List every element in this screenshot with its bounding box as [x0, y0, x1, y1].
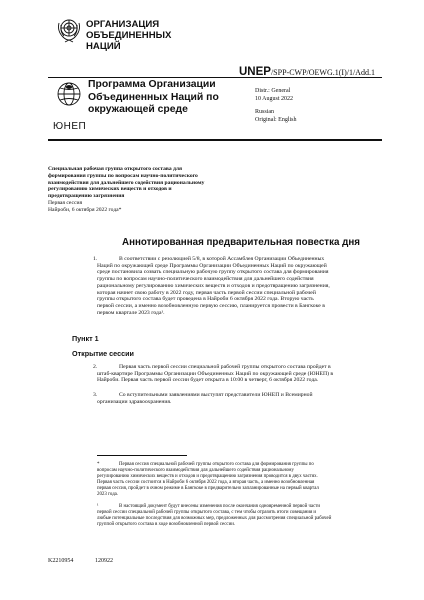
- footnote-line: первой сессии специальной рабочей группы открытого состава, с тем чтобы отразить итоги совещания и: [97, 510, 317, 516]
- meeting-line: взаимодействия для дальнейшего содействия рациональному: [48, 179, 205, 186]
- paragraph-number: 3.: [93, 392, 98, 398]
- footnote-mark: ¹: [97, 504, 99, 509]
- footnote-line: В настоящий документ будут внесены изменения после окончания одновременной первой части: [119, 504, 320, 509]
- footnote-1: [97, 462, 383, 499]
- unep-name-line: Объединенных Наций по: [88, 91, 219, 103]
- footnote-line: регулированию химических веществ и отходов и предотвращению загрязнения проводится в двух частях.: [97, 474, 318, 480]
- header-rule-bottom: [48, 139, 382, 141]
- paragraph-line: среде постановила созвать специальную рабочую группу открытого состава для формирования: [97, 269, 329, 276]
- paragraph-number: 2.: [93, 364, 98, 370]
- unep-emblem-icon: [52, 80, 86, 112]
- print-date: 120922: [95, 558, 113, 564]
- symbol-prefix: UNEP: [239, 66, 271, 78]
- paragraph-line: Найроби. Первая часть первой сессии будет открыта в 10:00 в четверг, 6 октября 2022 года.: [97, 377, 319, 384]
- footnote-mark: *: [97, 462, 100, 467]
- distribution-block: [255, 88, 297, 124]
- un-name-line: НАЦИЙ: [86, 41, 121, 52]
- un-name-line: ОБЪЕДИНЕННЫХ: [86, 30, 172, 41]
- paragraph-line: группы открытого состава будет проведена в Найроби 6 октября 2022 года. Вторую часть: [97, 296, 314, 303]
- header-rule-top: [48, 77, 382, 78]
- paragraph-line: В соответствии с резолюцией 5/8, в которой Ассамблея Организации Объединенных: [119, 256, 325, 262]
- paragraph-3: [93, 392, 383, 405]
- unep-name-line: окружающей среде: [88, 104, 188, 115]
- footnote-line: Первая сессия специальной рабочей группы открытого состава для формирования группы по: [119, 462, 314, 467]
- meeting-line: предотвращению загрязнения: [48, 193, 125, 200]
- paragraph-line: Наций по окружающей среде Программы Организации Объединенных Наций по окружающей: [97, 262, 327, 269]
- meeting-line: регулированию химических веществ и отходов и: [48, 186, 172, 193]
- paragraph-1: [93, 256, 383, 316]
- symbol-rest: /SPP-CWP/OEWG.1(I)/1/Add.1: [270, 68, 375, 77]
- un-name-line: ОРГАНИЗАЦИЯ: [86, 19, 160, 30]
- paragraph-number: 1.: [93, 256, 98, 262]
- footnote-line: любые потенциальные последствия для возможных мер, предложенных для рассмотрения специальной рабочей: [97, 516, 332, 522]
- footnote-separator: [97, 455, 187, 456]
- language: Russian: [255, 109, 275, 115]
- footnote-line: вопросам научно-политического взаимодействия для дальнейшего содействия рациональному: [97, 468, 294, 474]
- item-subheading: Открытие сессии: [72, 349, 134, 358]
- paragraph-line: первом квартале 2023 года¹.: [97, 309, 165, 316]
- document-title: Аннотированная предварительная повестка дня: [122, 237, 361, 248]
- unep-logo-text: ЮНЕП: [53, 121, 87, 132]
- footnote-2: [97, 504, 383, 528]
- footnote-line: Первая часть сессии состоится в Найроби 6 октября 2022 года, а вторая часть, а именно возобновленная: [97, 480, 315, 486]
- paragraph-line: первой сессии, а именно возобновленную первую сессию, планируется провести в Бангкоке в: [97, 302, 325, 309]
- job-number: K2210954: [48, 558, 74, 564]
- un-emblem-icon: [54, 15, 84, 45]
- paragraph-line: группы по вопросам научно-политического взаимодействия для дальнейшего содействия: [97, 276, 314, 283]
- distribution: Distr.: General: [255, 88, 291, 94]
- unep-name-line: Программа Организации: [88, 79, 216, 90]
- un-name: [86, 19, 171, 52]
- paragraph-line: штаб-квартире Программы Организации Объединенных Наций по окружающей среде (ЮНЕП) в: [97, 370, 334, 377]
- footnote-line: 2023 года.: [97, 492, 119, 498]
- meeting-block: [48, 166, 268, 214]
- paragraph-line: Со вступительными заявлениями выступят представители ЮНЕП и Всемирной: [119, 392, 313, 398]
- footnote-line: первая сессия, пройдет в очном режиме в Бангкоке в предварительно запланированные на первый квартал: [97, 486, 319, 492]
- paragraph-line: организации здравоохранения.: [97, 398, 172, 405]
- meeting-line: Специальная рабочая группа открытого состава для: [48, 166, 183, 172]
- unep-name: [88, 79, 219, 117]
- session-name: Первая сессия: [48, 199, 83, 206]
- paragraph-line: Первая часть первой сессии специальной рабочей группы открытого состава пройдет в: [119, 364, 331, 370]
- place-date: Найроби, 6 октября 2022 года*: [48, 206, 122, 213]
- paragraph-line: которая начнет свою работу в 2022 году, первая часть первой сессии специальной рабочей: [97, 289, 316, 296]
- meeting-line: формирования группы по вопросам научно-политического: [48, 172, 198, 179]
- original-language: Original: English: [255, 116, 297, 123]
- footnote-line: группой открытого состава в ходе возобновленной первой сессии.: [97, 522, 236, 528]
- issue-date: 10 August 2022: [255, 95, 294, 102]
- paragraph-line: рациональному регулированию химических веществ и отходов и предотвращению загрязнения,: [97, 282, 330, 289]
- paragraph-2: [93, 364, 383, 384]
- item-heading: Пункт 1: [72, 334, 99, 343]
